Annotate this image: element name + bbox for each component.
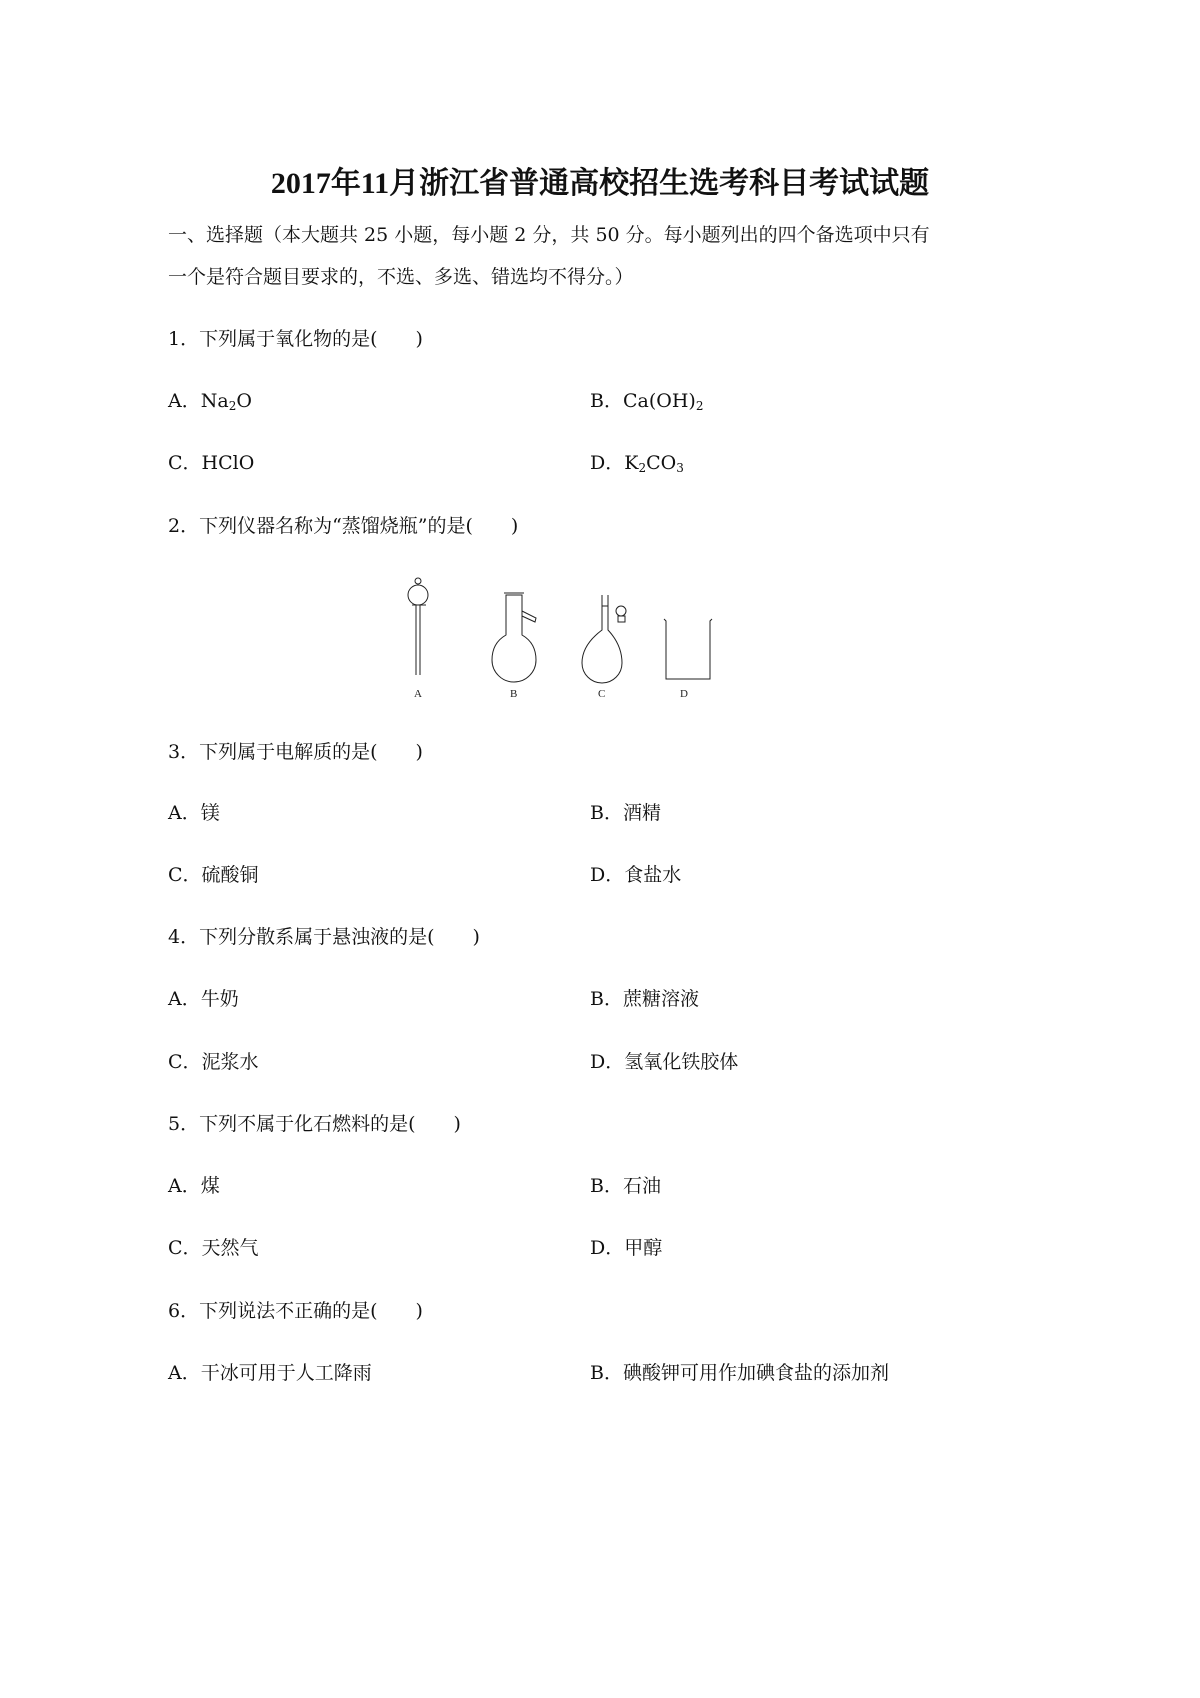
beaker-icon bbox=[664, 619, 712, 679]
question-1-option-c: C．HClO bbox=[168, 452, 255, 474]
separatory-funnel-icon bbox=[408, 578, 428, 675]
question-5-option-c: C．天然气 bbox=[168, 1237, 259, 1259]
question-1-stem: 1．下列属于氧化物的是( ) bbox=[168, 328, 423, 350]
question-4-stem: 4．下列分散系属于悬浊液的是( ) bbox=[168, 926, 480, 948]
question-1-option-a: A．$Na_2O$ bbox=[168, 390, 252, 413]
question-5-option-b: B．石油 bbox=[590, 1175, 661, 1197]
question-3-option-d: D．食盐水 bbox=[590, 864, 682, 886]
figure-label-a: A bbox=[414, 688, 422, 700]
apparatus-figure bbox=[380, 575, 740, 705]
figure-label-b: B bbox=[510, 688, 518, 700]
question-5-option-d: D．甲醇 bbox=[590, 1237, 663, 1259]
question-2-stem: 2．下列仪器名称为“蒸馏烧瓶”的是( ) bbox=[168, 515, 519, 537]
question-6-stem: 6．下列说法不正确的是( ) bbox=[168, 1300, 423, 1322]
volumetric-flask-icon bbox=[582, 595, 626, 683]
question-6-option-b: B．碘酸钾可用作加碘食盐的添加剂 bbox=[590, 1362, 889, 1384]
question-1-option-d: D．$K_2CO_3$ bbox=[590, 452, 684, 475]
question-4-option-d: D．氢氧化铁胶体 bbox=[590, 1051, 739, 1073]
question-4-option-b: B．蔗糖溶液 bbox=[590, 988, 699, 1010]
document-title: 2017年11月浙江省普通高校招生选考科目考试试题 bbox=[270, 167, 930, 200]
question-6-option-a: A．干冰可用于人工降雨 bbox=[168, 1362, 372, 1384]
question-3-option-c: C．硫酸铜 bbox=[168, 864, 259, 886]
question-5-stem: 5．下列不属于化石燃料的是( ) bbox=[168, 1113, 461, 1135]
question-3-option-a: A．镁 bbox=[168, 802, 220, 824]
question-4-option-a: A．牛奶 bbox=[168, 988, 239, 1010]
figure-label-d: D bbox=[680, 688, 688, 700]
figure-label-c: C bbox=[598, 688, 606, 700]
question-4-option-c: C．泥浆水 bbox=[168, 1051, 259, 1073]
question-3-stem: 3．下列属于电解质的是( ) bbox=[168, 741, 423, 763]
question-5-option-a: A．煤 bbox=[168, 1175, 220, 1197]
distillation-flask-icon bbox=[492, 593, 536, 682]
section-instructions-line2: 一个是符合题目要求的，不选、多选、错选均不得分。） bbox=[168, 266, 634, 288]
section-instructions-line1: 一、选择题（本大题共 25 小题，每小题 2 分，共 50 分。每小题列出的四个备选项中只有 bbox=[168, 224, 930, 246]
question-3-option-b: B．酒精 bbox=[590, 802, 661, 824]
question-1-option-b: B．$Ca(OH)_2$ bbox=[590, 390, 704, 413]
